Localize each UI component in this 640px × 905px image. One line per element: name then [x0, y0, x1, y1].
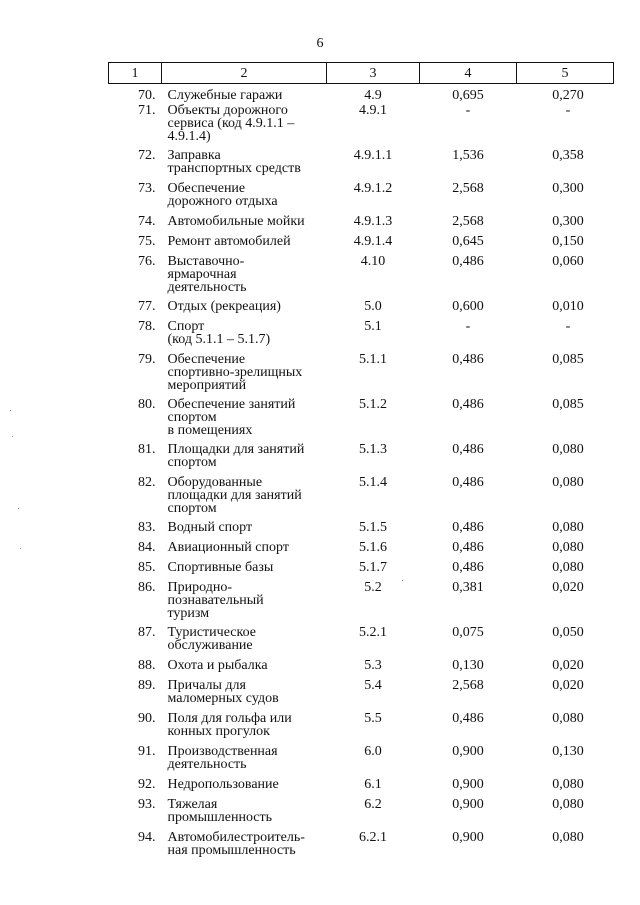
- row-name: [162, 581, 327, 626]
- scan-speck: [10, 410, 11, 411]
- row-code: 6.2.1: [359, 830, 387, 845]
- row-value-col4: 0,486: [452, 560, 484, 575]
- row-name: [162, 215, 327, 235]
- row-number: 72.: [138, 148, 156, 163]
- scan-speck: [12, 436, 13, 437]
- row-code: 5.5: [364, 711, 382, 726]
- row-number: 83.: [138, 520, 156, 535]
- row-value-col4: 0,486: [452, 442, 484, 457]
- row-value-col4: 0,645: [452, 234, 484, 249]
- header-col-2: 2: [162, 63, 327, 84]
- row-name: [162, 476, 327, 521]
- row-name: [162, 443, 327, 476]
- table-body: [109, 84, 614, 865]
- row-number: 89.: [138, 678, 156, 693]
- row-name-line: Выставочно-: [167, 254, 245, 269]
- row-code: 5.1.3: [359, 442, 387, 457]
- row-number: 71.: [138, 103, 156, 118]
- row-value-col5: 0,080: [552, 830, 584, 845]
- row-name-line: спортом: [167, 501, 217, 516]
- row-number: 94.: [138, 830, 156, 845]
- row-value-col4: 2,568: [452, 181, 484, 196]
- row-name: [162, 255, 327, 300]
- table-row: [109, 235, 614, 255]
- row-code: 4.9.1.1: [353, 148, 393, 163]
- row-value-col5: 0,300: [552, 214, 584, 229]
- row-value-col4: 0,486: [452, 475, 484, 490]
- row-code: 4.9.1: [359, 103, 387, 118]
- row-name-line: Охота и рыбалка: [167, 658, 268, 673]
- row-name: [162, 300, 327, 320]
- row-value-col4: -: [465, 103, 471, 118]
- row-value-col5: 0,080: [552, 540, 584, 555]
- row-name-line: Тяжелая: [167, 797, 218, 812]
- row-name: [162, 798, 327, 831]
- row-number: 75.: [138, 234, 156, 249]
- row-value-col4: 0,695: [452, 88, 484, 103]
- row-name-line: Спорт: [167, 319, 205, 334]
- row-name-line: промышленность: [167, 810, 273, 825]
- row-value-col4: 0,486: [452, 540, 484, 555]
- header-col-3: 3: [327, 63, 420, 84]
- row-name-line: спортивно-зрелищных: [167, 365, 303, 380]
- row-number: 93.: [138, 797, 156, 812]
- row-number: 92.: [138, 777, 156, 792]
- row-name-line: Водный спорт: [167, 520, 253, 535]
- scan-speck: [402, 580, 403, 581]
- table-row: [109, 521, 614, 541]
- row-number: 81.: [138, 442, 156, 457]
- row-value-col5: 0,080: [552, 442, 584, 457]
- row-name-line: Объекты дорожного: [167, 103, 288, 118]
- row-number: 91.: [138, 744, 156, 759]
- row-value-col4: 0,900: [452, 797, 484, 812]
- row-name-line: Служебные гаражи: [167, 88, 283, 103]
- row-number: 80.: [138, 397, 156, 412]
- row-name-line: Заправка: [167, 148, 221, 163]
- page-number: 6: [316, 36, 324, 51]
- row-name-line: Спортивные базы: [167, 560, 274, 575]
- row-value-col4: 1,536: [452, 148, 484, 163]
- row-code: 5.1: [364, 319, 382, 334]
- row-name-line: мероприятий: [167, 378, 247, 393]
- row-code: 5.1.7: [359, 560, 387, 575]
- row-number: 74.: [138, 214, 156, 229]
- table-row: [109, 679, 614, 712]
- row-code: 5.1.4: [359, 475, 387, 490]
- row-value-col4: 0,486: [452, 711, 484, 726]
- table-row: [109, 104, 614, 149]
- row-value-col5: -: [565, 319, 571, 334]
- row-code: 5.1.2: [359, 397, 387, 412]
- table-row: [109, 798, 614, 831]
- row-code: 5.2.1: [359, 625, 387, 640]
- row-name-line: Природно-: [167, 580, 232, 595]
- row-value-col5: 0,085: [552, 397, 584, 412]
- row-code: 4.10: [360, 254, 386, 269]
- row-value-col5: 0,020: [552, 580, 584, 595]
- row-name: [162, 679, 327, 712]
- row-name-line: Площадки для занятий: [167, 442, 305, 457]
- row-name-line: дорожного отдыха: [167, 194, 278, 209]
- row-name-line: Поля для гольфа или: [167, 711, 292, 726]
- row-name: [162, 626, 327, 659]
- row-value-col5: 0,130: [552, 744, 584, 759]
- row-value-col5: 0,300: [552, 181, 584, 196]
- row-code: 5.0: [364, 299, 382, 314]
- table-row: [109, 581, 614, 626]
- row-value-col5: 0,010: [552, 299, 584, 314]
- table-row: [109, 215, 614, 235]
- row-value-col4: 0,486: [452, 254, 484, 269]
- row-name-line: Обеспечение: [167, 181, 246, 196]
- row-value-col5: 0,020: [552, 658, 584, 673]
- header-row: [109, 63, 614, 84]
- table-header: [109, 63, 614, 84]
- row-name: [162, 320, 327, 353]
- row-value-col4: 0,486: [452, 352, 484, 367]
- table-row: [109, 182, 614, 215]
- row-name: [162, 541, 327, 561]
- row-code: 6.2: [364, 797, 382, 812]
- row-name-line: (код 5.1.1 – 5.1.7): [167, 332, 271, 347]
- row-number: 78.: [138, 319, 156, 334]
- row-name: [162, 104, 327, 149]
- row-value-col5: 0,020: [552, 678, 584, 693]
- row-name-line: спортом: [167, 410, 217, 425]
- row-value-col5: 0,085: [552, 352, 584, 367]
- row-value-col4: -: [465, 319, 471, 334]
- row-name-line: туризм: [167, 606, 210, 621]
- row-value-col4: 0,600: [452, 299, 484, 314]
- row-number: 70.: [138, 88, 156, 103]
- row-name: [162, 84, 327, 105]
- row-number: 73.: [138, 181, 156, 196]
- row-number: 77.: [138, 299, 156, 314]
- row-name-line: сервиса (код 4.9.1.1 –: [167, 116, 295, 131]
- row-name: [162, 561, 327, 581]
- row-value-col5: 0,050: [552, 625, 584, 640]
- row-code: 6.1: [364, 777, 382, 792]
- table-row: [109, 659, 614, 679]
- row-code: 4.9.1.2: [353, 181, 393, 196]
- row-value-col4: 0,900: [452, 744, 484, 759]
- row-name: [162, 712, 327, 745]
- table-row: [109, 84, 614, 105]
- row-name-line: обслуживание: [167, 638, 253, 653]
- table-row: [109, 778, 614, 798]
- row-name-line: Туристическое: [167, 625, 256, 640]
- row-name: [162, 398, 327, 443]
- row-number: 86.: [138, 580, 156, 595]
- row-number: 90.: [138, 711, 156, 726]
- row-name-line: Производственная: [167, 744, 278, 759]
- row-name-line: Обеспечение занятий: [167, 397, 296, 412]
- row-name-line: площадки для занятий: [167, 488, 302, 503]
- row-code: 5.4: [364, 678, 382, 693]
- row-name-line: ная промышленность: [167, 843, 296, 858]
- row-value-col4: 2,568: [452, 678, 484, 693]
- scan-speck: [18, 508, 19, 509]
- row-value-col5: 0,270: [552, 88, 584, 103]
- row-name-line: спортом: [167, 455, 217, 470]
- row-name-line: транспортных средств: [167, 161, 301, 176]
- row-code: 5.1.6: [359, 540, 387, 555]
- row-number: 76.: [138, 254, 156, 269]
- row-value-col4: 0,075: [452, 625, 484, 640]
- row-name: [162, 831, 327, 864]
- table-row: [109, 398, 614, 443]
- row-value-col4: 0,130: [452, 658, 484, 673]
- row-name-line: ярмарочная: [167, 267, 237, 282]
- row-name-line: Обеспечение: [167, 352, 246, 367]
- header-col-5: 5: [517, 63, 614, 84]
- table-row: [109, 320, 614, 353]
- row-value-col5: 0,358: [552, 148, 584, 163]
- row-value-col5: 0,080: [552, 520, 584, 535]
- row-value-col5: 0,080: [552, 711, 584, 726]
- table-row: [109, 626, 614, 659]
- row-number: 85.: [138, 560, 156, 575]
- row-name-line: Автомобилестроитель-: [167, 830, 305, 845]
- row-value-col5: 0,150: [552, 234, 584, 249]
- table-row: [109, 300, 614, 320]
- row-name-line: деятельность: [167, 757, 247, 772]
- scan-speck: [20, 548, 21, 549]
- row-code: 6.0: [364, 744, 382, 759]
- row-name-line: Авиационный спорт: [167, 540, 289, 555]
- row-name: [162, 778, 327, 798]
- row-name-line: в помещениях: [167, 423, 253, 438]
- row-number: 82.: [138, 475, 156, 490]
- row-code: 4.9.1.3: [353, 214, 393, 229]
- row-name-line: деятельность: [167, 280, 247, 295]
- row-name: [162, 745, 327, 778]
- table-row: [109, 561, 614, 581]
- row-code: 5.3: [364, 658, 382, 673]
- row-name: [162, 521, 327, 541]
- row-code: 5.1.1: [359, 352, 387, 367]
- row-value-col5: 0,080: [552, 777, 584, 792]
- row-value-col5: 0,060: [552, 254, 584, 269]
- row-value-col5: -: [565, 103, 571, 118]
- table-row: [109, 541, 614, 561]
- row-name: [162, 149, 327, 182]
- row-number: 84.: [138, 540, 156, 555]
- row-name-line: маломерных судов: [167, 691, 279, 706]
- row-number: 87.: [138, 625, 156, 640]
- row-name-line: Отдых (рекреация): [167, 299, 281, 314]
- header-col-4: 4: [420, 63, 517, 84]
- row-name-line: Причалы для: [167, 678, 246, 693]
- row-code: 5.2: [364, 580, 382, 595]
- row-code: 5.1.5: [359, 520, 387, 535]
- table-row: [109, 476, 614, 521]
- row-name-line: Оборудованные: [167, 475, 263, 490]
- row-value-col5: 0,080: [552, 475, 584, 490]
- table-row: [109, 353, 614, 398]
- row-value-col4: 0,900: [452, 777, 484, 792]
- row-name: [162, 659, 327, 679]
- row-name-line: 4.9.1.4): [167, 129, 211, 144]
- table-row: [109, 831, 614, 864]
- table-row: [109, 443, 614, 476]
- land-use-table: [108, 62, 614, 864]
- row-value-col4: 2,568: [452, 214, 484, 229]
- row-value-col5: 0,080: [552, 560, 584, 575]
- row-code: 4.9: [364, 88, 382, 103]
- table-row: [109, 149, 614, 182]
- row-name-line: познавательный: [167, 593, 264, 608]
- row-value-col4: 0,486: [452, 520, 484, 535]
- row-name-line: Недропользование: [167, 777, 279, 792]
- row-value-col5: 0,080: [552, 797, 584, 812]
- row-name-line: конных прогулок: [167, 724, 270, 739]
- row-value-col4: 0,900: [452, 830, 484, 845]
- row-name-line: Ремонт автомобилей: [167, 234, 291, 249]
- row-name-line: Автомобильные мойки: [167, 214, 305, 229]
- table-row: [109, 745, 614, 778]
- row-value-col4: 0,486: [452, 397, 484, 412]
- table-row: [109, 255, 614, 300]
- row-code: 4.9.1.4: [353, 234, 393, 249]
- header-col-1: 1: [109, 63, 162, 84]
- table-row: [109, 712, 614, 745]
- row-value-col4: 0,381: [452, 580, 484, 595]
- row-number: 88.: [138, 658, 156, 673]
- row-name: [162, 353, 327, 398]
- row-number: 79.: [138, 352, 156, 367]
- row-name: [162, 182, 327, 215]
- row-name: [162, 235, 327, 255]
